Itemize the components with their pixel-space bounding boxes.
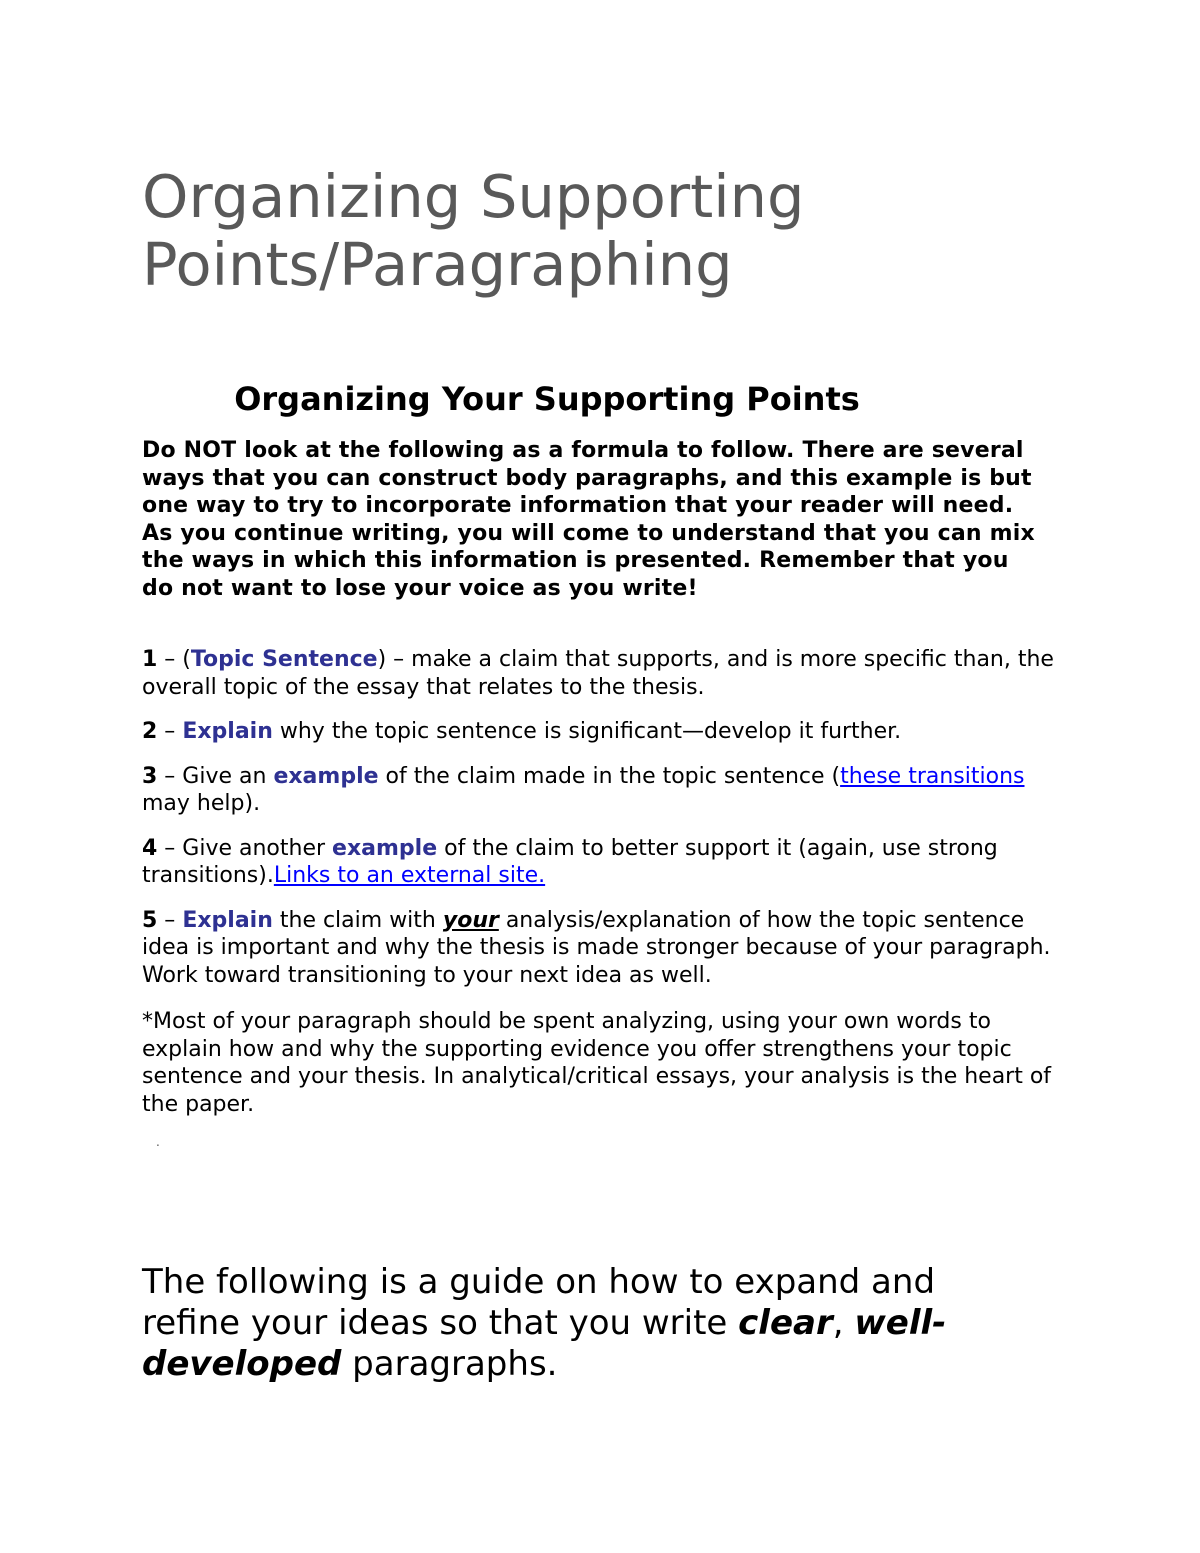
your-emphasis: your [442, 907, 499, 933]
step-keyword: Explain [182, 719, 273, 744]
guide-emphasis-well-developed: well-developed [142, 1303, 947, 1384]
step-separator: – Give another [157, 835, 333, 861]
step-separator: – [157, 907, 183, 933]
guide-text: The following is a guide on how to expand and refine your ideas so that you write [142, 1262, 936, 1343]
step-number: 4 [142, 835, 158, 861]
step-number: 5 [142, 907, 158, 933]
step-keyword: example [332, 835, 438, 861]
step-3 [142, 763, 1072, 818]
step-1 [142, 646, 1072, 701]
external-site-link[interactable]: Links to an external site. [273, 863, 546, 888]
step-keyword: Explain [182, 907, 273, 933]
step-number: 2 [142, 719, 158, 744]
step-text-after: analysis/explanation of how the topic sentence idea is important and why the thesis is made stronger because of your paragraph. Work toward transitioning to your next idea as well. [142, 907, 1051, 988]
analysis-note: *Most of your paragraph should be spent analyzing, using your own words to explain how and why the supporting evidence you offer strengthens your topic sentence and your thesis. In analytical/critical essays, your analysis is the heart of the paper. [142, 1009, 1052, 1117]
step-separator: – [157, 719, 183, 744]
step-text-after: may help). [142, 791, 261, 816]
step-text: the claim with [272, 907, 443, 933]
steps-list [142, 646, 1072, 1006]
guide-emphasis-clear: clear [738, 1303, 833, 1343]
step-number: 3 [142, 763, 158, 789]
stray-dot: . [156, 1135, 160, 1149]
step-2 [142, 718, 1072, 746]
step-text: ) – make a claim that supports, and is more specific than, the overall topic of the essay that relates to the thesis. [142, 647, 1054, 700]
step-text: of the claim to better support it (again, use strong transitions). [142, 835, 998, 888]
transitions-link[interactable]: these transitions [840, 763, 1025, 789]
step-keyword: Topic Sentence [190, 647, 378, 672]
guide-comma: , [832, 1303, 855, 1343]
intro-paragraph: Do NOT look at the following as a formula to follow. There are several ways that you can construct body paragraphs, and this example is but one way to try to incorporate information that your reader will need. As you continue writing, you will come to understand that you can mix the ways in which this information is presented. Remember that you do not want to lose your voice as you write! [142, 438, 1035, 601]
step-keyword: example [273, 763, 379, 789]
step-number: 1 [142, 647, 158, 672]
guide-text-after: paragraphs. [341, 1344, 558, 1384]
step-text: why the topic sentence is significant—develop it further. [272, 719, 902, 744]
step-text: of the claim made in the topic sentence ( [378, 763, 841, 789]
step-separator: – ( [157, 647, 191, 672]
step-5 [142, 907, 1072, 990]
section-heading: Organizing Your Supporting Points [234, 380, 860, 418]
step-4 [142, 835, 1072, 890]
guide-paragraph [142, 1262, 1042, 1385]
step-separator: – Give an [157, 763, 274, 789]
document-title: Organizing Supporting Points/Paragraphing [142, 162, 805, 299]
